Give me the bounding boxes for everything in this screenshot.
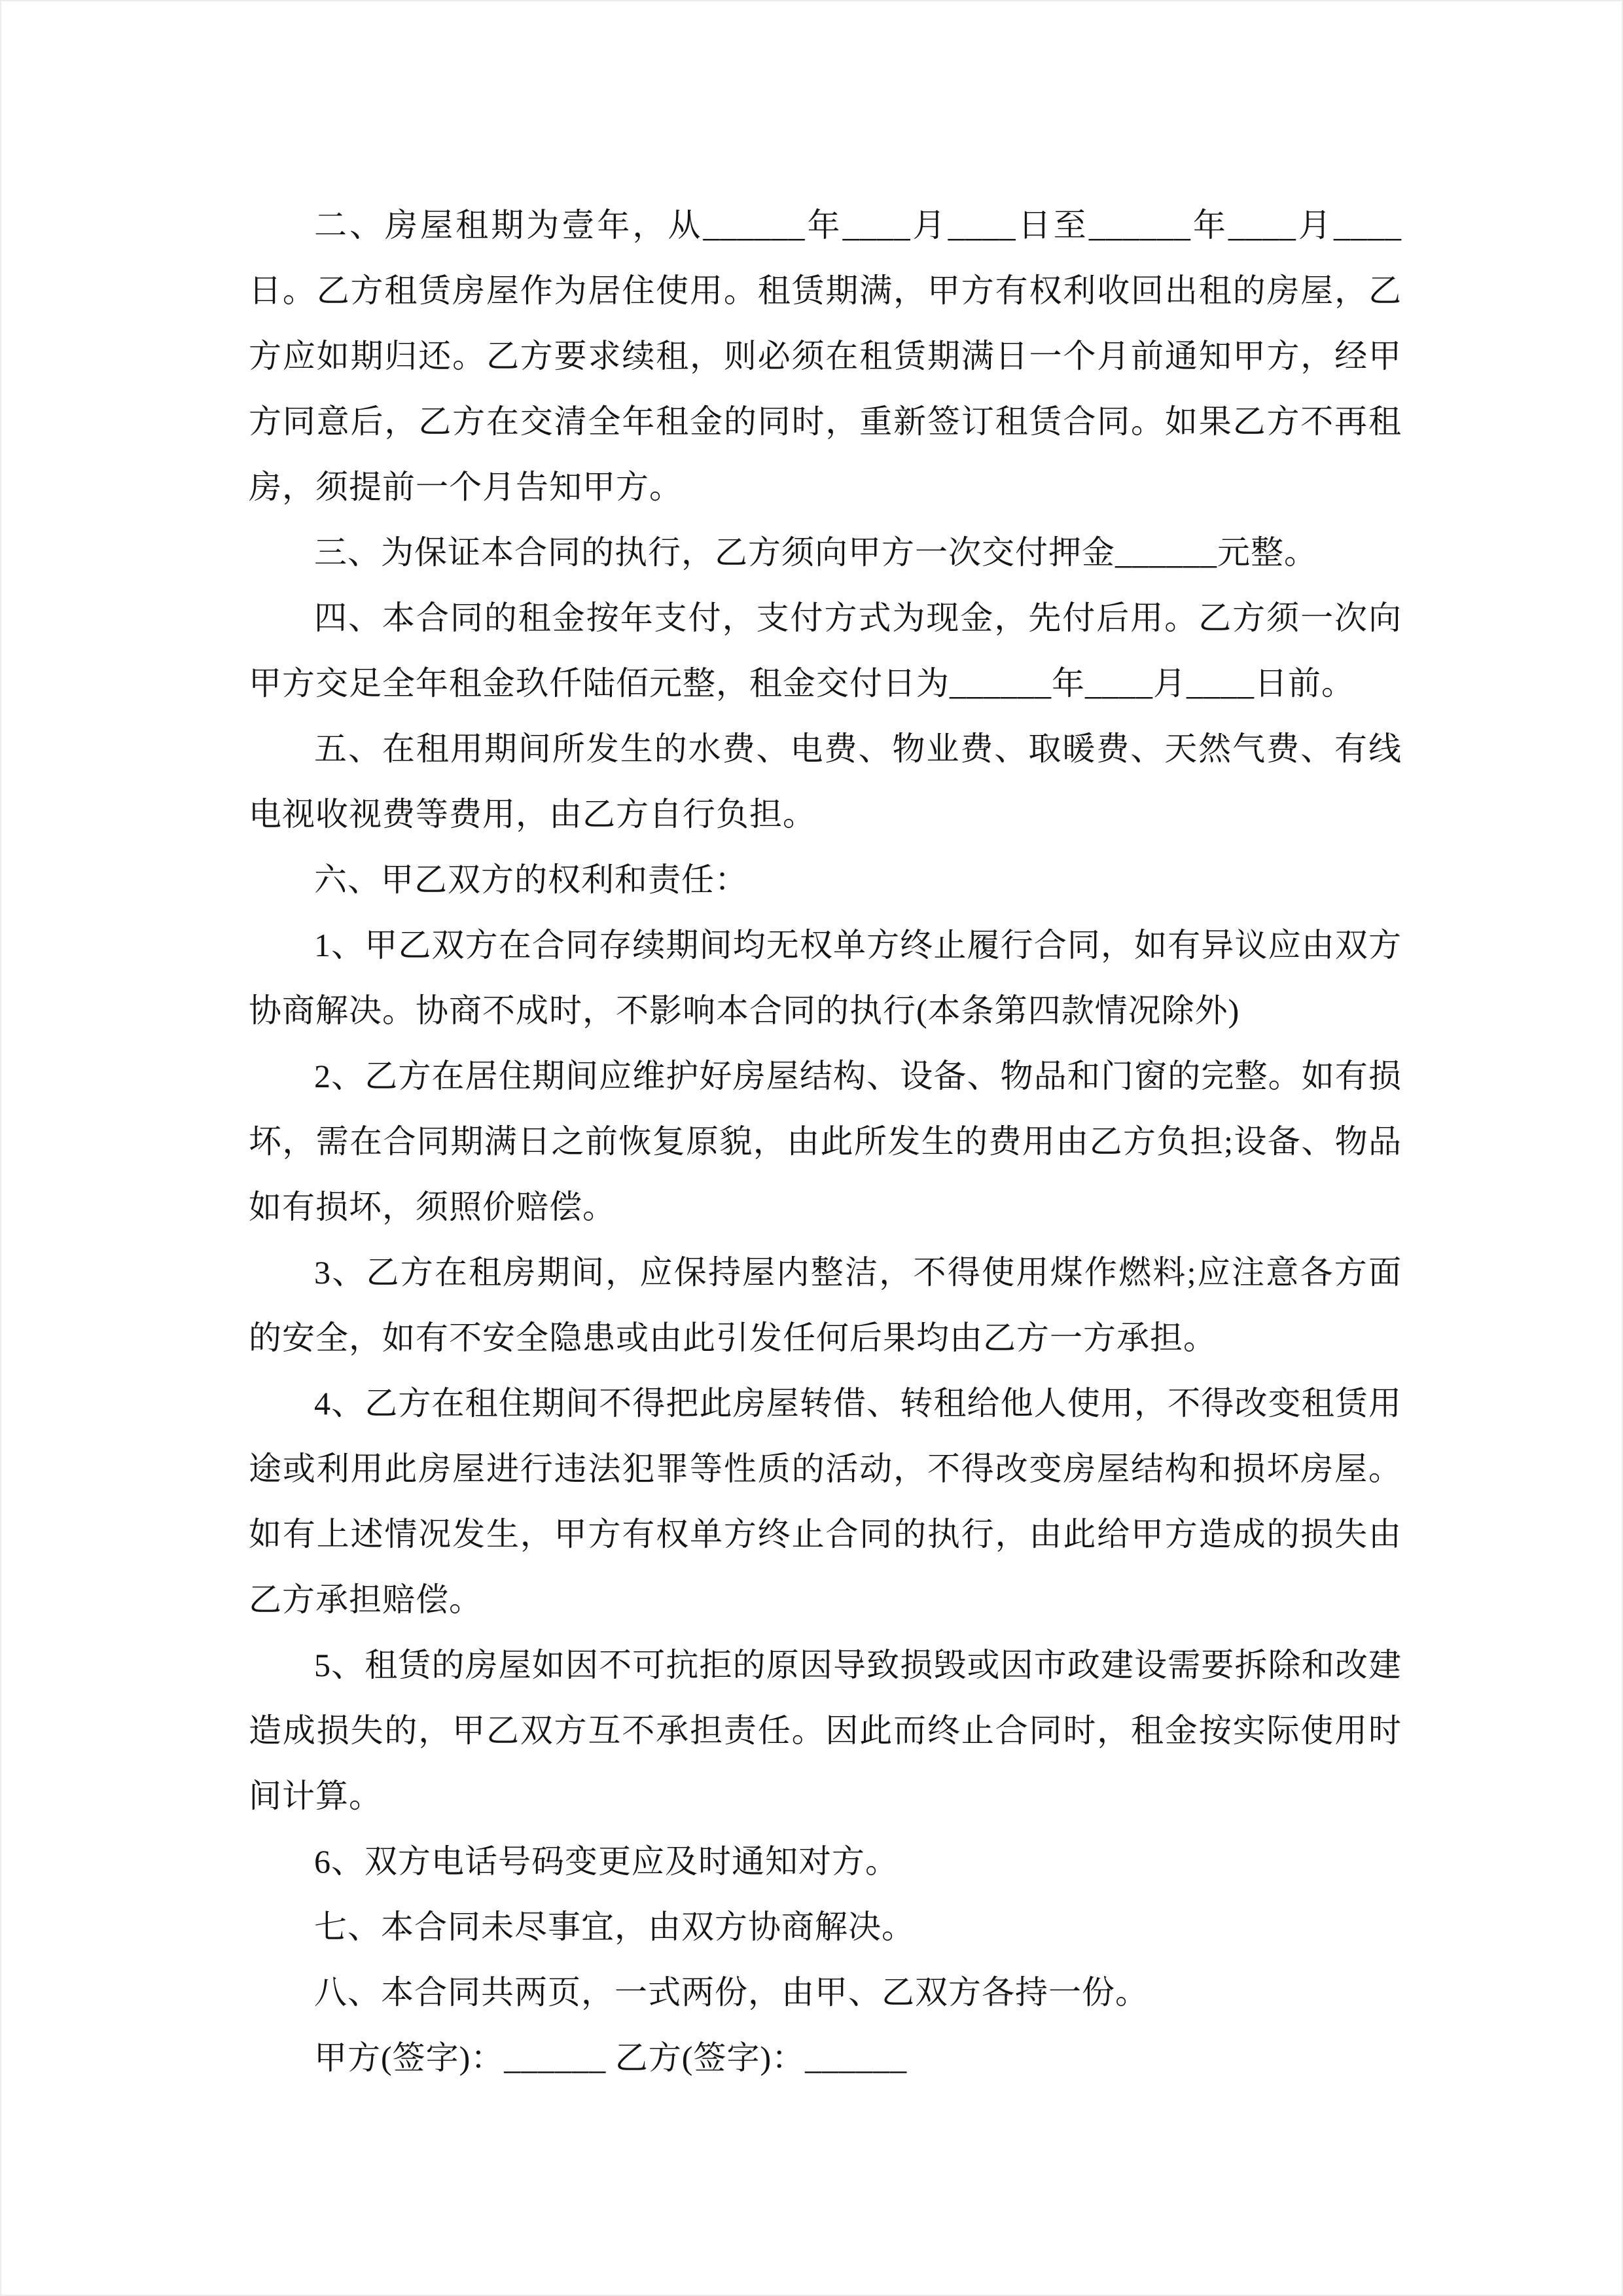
clause-rights-heading: 六、甲乙双方的权利和责任： <box>314 861 748 898</box>
clause-lease-term: 二、房屋租期为壹年，从______年____月____日至______年____月____日。乙方租赁房屋作为居住使用。租赁期满，甲方有权利收回出租的房屋，乙方应如期归还。乙方要求续租，则必须在租赁期满日一个月前通知甲方，经甲方同意后，乙方在交清全年租金的同时，重新签订租赁合同。如果乙方不再租房，须提前一个月告知甲方。 <box>249 207 1402 505</box>
clause-rights-item-4: 4、乙方在租住期间不得把此房屋转借、转租给他人使用，不得改变租赁用途或利用此房屋进行违法犯罪等性质的活动，不得改变房屋结构和损坏房屋。如有上述情况发生，甲方有权单方终止合同的执行，由此给甲方造成的损失由乙方承担赔偿。 <box>249 1385 1402 1618</box>
clause-rights-item-5: 5、租赁的房屋如因不可抗拒的原因导致损毁或因市政建设需要拆除和改建造成损失的，甲乙双方互不承担责任。因此而终止合同时，租金按实际使用时间计算。 <box>249 1647 1402 1814</box>
clause-unresolved: 七、本合同未尽事宜，由双方协商解决。 <box>314 1909 915 1945</box>
clause-utility-fees: 五、在租用期间所发生的水费、电费、物业费、取暖费、天然气费、有线电视收视费等费用，由乙方自行负担。 <box>249 730 1402 833</box>
clause-copies: 八、本合同共两页，一式两份，由甲、乙双方各持一份。 <box>314 1974 1149 2011</box>
signature-line: 甲方(签字)：______ 乙方(签字)：______ <box>314 2039 908 2076</box>
clause-rights-item-3: 3、乙方在租房期间，应保持屋内整洁，不得使用煤作燃料;应注意各方面的安全，如有不安全隐患或由此引发任何后果均由乙方一方承担。 <box>249 1254 1402 1356</box>
clause-rent-payment: 四、本合同的租金按年支付，支付方式为现金，先付后用。乙方须一次向甲方交足全年租金玖仟陆佰元整，租金交付日为______年____月____日前。 <box>249 600 1402 702</box>
clause-rights-item-2: 2、乙方在居住期间应维护好房屋结构、设备、物品和门窗的完整。如有损坏，需在合同期满日之前恢复原貌，由此所发生的费用由乙方负担;设备、物品如有损坏，须照价赔偿。 <box>249 1058 1402 1225</box>
clause-deposit: 三、为保证本合同的执行，乙方须向甲方一次交付押金______元整。 <box>314 534 1317 571</box>
clause-rights-item-6: 6、双方电话号码变更应及时通知对方。 <box>314 1843 899 1880</box>
clause-rights-item-1: 1、甲乙双方在合同存续期间均无权单方终止履行合同，如有异议应由双方协商解决。协商不成时，不影响本合同的执行(本条第四款情况除外) <box>249 927 1402 1029</box>
contract-body <box>249 192 1402 2090</box>
